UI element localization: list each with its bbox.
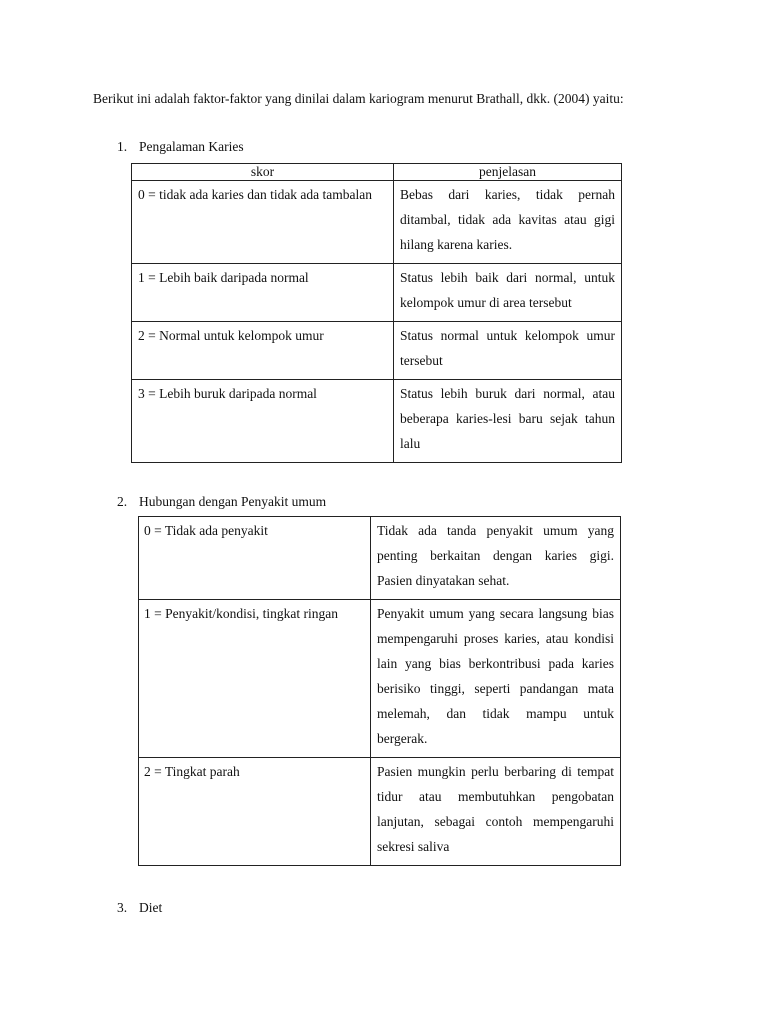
table-row xyxy=(139,758,621,866)
section-title: Hubungan dengan Penyakit umum xyxy=(139,494,327,509)
table-row xyxy=(132,181,622,264)
score-cell: 0 = Tidak ada penyakit xyxy=(139,517,371,600)
explanation-cell: Status normal untuk kelompok umur tersebut xyxy=(394,322,622,380)
table-row xyxy=(139,517,621,600)
score-cell: 2 = Tingkat parah xyxy=(139,758,371,866)
explanation-cell: Status lebih buruk dari normal, atau beberapa karies-lesi baru sejak tahun lalu xyxy=(394,380,622,463)
section-number: 1. xyxy=(117,139,128,154)
section-number: 3. xyxy=(117,900,128,915)
score-cell: 2 = Normal untuk kelompok umur xyxy=(132,322,394,380)
score-cell: 1 = Lebih baik daripada normal xyxy=(132,264,394,322)
explanation-cell: Bebas dari karies, tidak pernah ditambal, tidak ada kavitas atau gigi hilang karena karies. xyxy=(394,181,622,264)
table-row xyxy=(132,322,622,380)
table-row xyxy=(132,380,622,463)
score-cell: 1 = Penyakit/kondisi, tingkat ringan xyxy=(139,600,371,758)
table-header-row xyxy=(132,164,622,181)
score-cell: 3 = Lebih buruk daripada normal xyxy=(132,380,394,463)
table-row xyxy=(132,264,622,322)
table-pengalaman-karies xyxy=(131,163,622,463)
column-header-penjelasan: penjelasan xyxy=(394,164,622,181)
section-title: Pengalaman Karies xyxy=(139,139,244,154)
explanation-cell: Penyakit umum yang secara langsung bias mempengaruhi proses karies, atau kondisi lain yang bias berkontribusi pada karies berisiko tinggi, seperti pandangan mata melemah, dan tidak mampu untuk bergerak. xyxy=(371,600,621,758)
table-hubungan-penyakit-umum xyxy=(138,516,621,866)
section-heading-diet xyxy=(117,898,162,918)
section-number: 2. xyxy=(117,494,128,509)
explanation-cell: Pasien mungkin perlu berbaring di tempat tidur atau membutuhkan pengobatan lanjutan, sebagai contoh mempengaruhi sekresi saliva xyxy=(371,758,621,866)
column-header-skor: skor xyxy=(132,164,394,181)
section-heading-hubungan-penyakit-umum xyxy=(117,492,326,512)
score-cell: 0 = tidak ada karies dan tidak ada tambalan xyxy=(132,181,394,264)
intro-paragraph: Berikut ini adalah faktor-faktor yang dinilai dalam kariogram menurut Brathall, dkk. (2004) yaitu: xyxy=(93,91,624,106)
section-heading-pengalaman-karies xyxy=(117,137,244,157)
explanation-cell: Tidak ada tanda penyakit umum yang penting berkaitan dengan karies gigi. Pasien dinyatakan sehat. xyxy=(371,517,621,600)
table-row xyxy=(139,600,621,758)
section-title: Diet xyxy=(139,900,163,915)
explanation-cell: Status lebih baik dari normal, untuk kelompok umur di area tersebut xyxy=(394,264,622,322)
